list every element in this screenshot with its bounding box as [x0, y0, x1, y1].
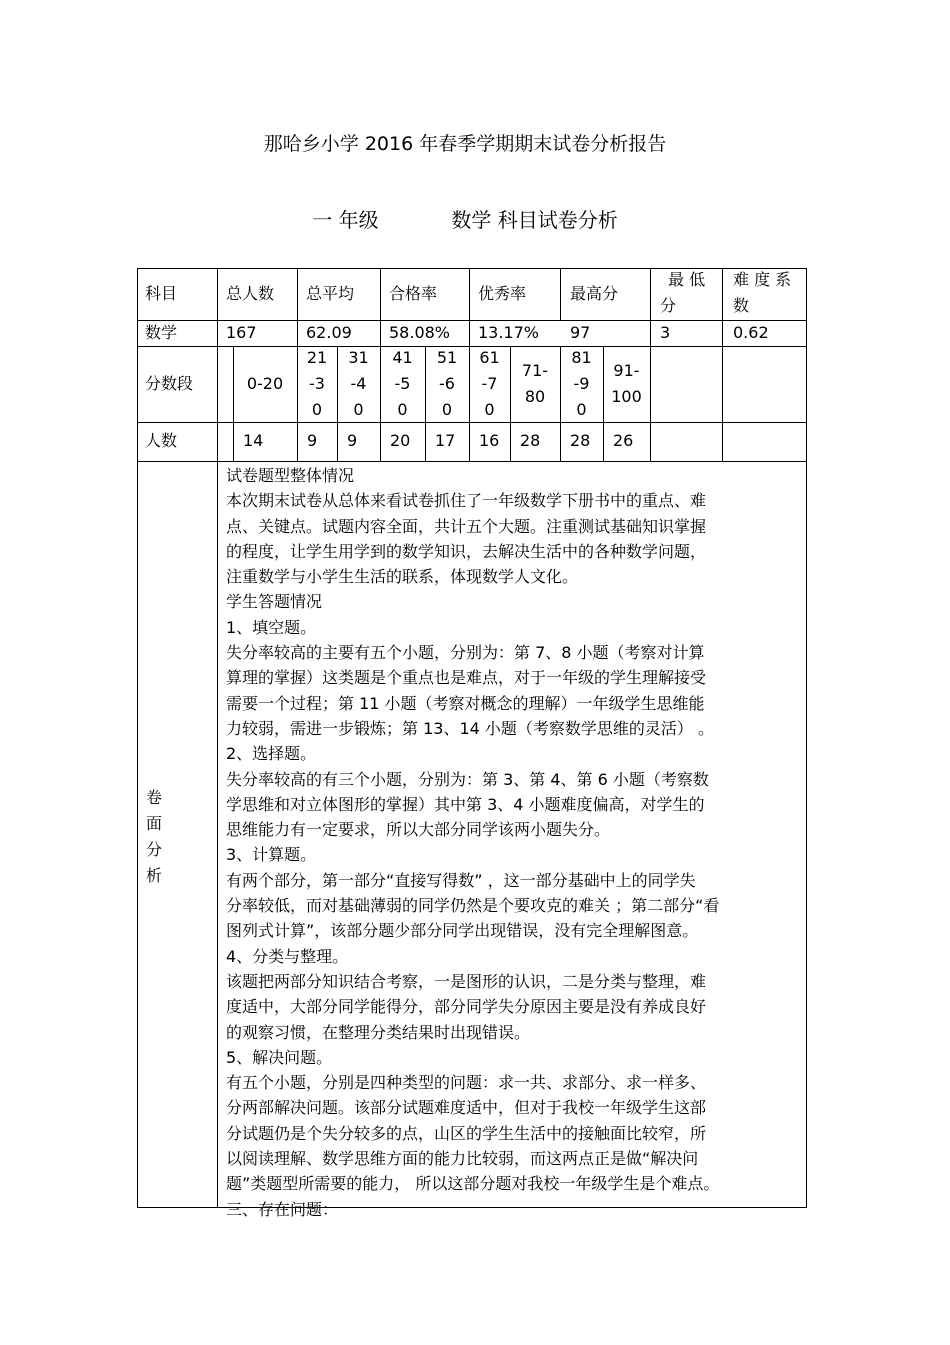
analysis-line: 本次期末试卷从总体来看试卷抓住了一年级数学下册书中的重点、难: [226, 491, 707, 511]
analysis-line: 三、存在问题：: [226, 1199, 339, 1219]
score-range-cell: 81 -9 0: [571, 348, 592, 419]
count-cell: 9: [347, 431, 358, 450]
count-label: 人数: [145, 431, 178, 450]
side-label-char: 面: [145, 814, 162, 833]
header-min-score-line2: 分: [660, 296, 677, 315]
analysis-line: 分率较低，而对基础薄弱的同学仍然是个要攻克的难关 ；第二部分“看: [226, 896, 720, 916]
side-label-char: 分: [145, 840, 162, 859]
analysis-line: 需要一个过程；第 11 小题（考察对概念的理解）一年级学生思维能: [226, 693, 705, 713]
report-subtitle: [0, 204, 930, 233]
difficulty-value: 0.62: [733, 323, 769, 342]
header-difficulty-line1: 难 度 系: [733, 270, 792, 289]
grade-label: 一 年级: [312, 208, 379, 232]
analysis-line: 学生答题情况: [226, 592, 323, 612]
score-range-cell: 31 -4 0: [348, 348, 369, 419]
analysis-line: 3、计算题。: [226, 845, 317, 865]
analysis-text: [226, 463, 801, 1222]
count-cell: 16: [479, 431, 500, 450]
analysis-line: 有两个部分，第一部分“直接写得数” ，这一部分基础中上的同学失: [226, 870, 696, 890]
analysis-line: 学思维和对立体图形的掌握）其中第 3、4 小题难度偏高，对学生的: [226, 794, 705, 814]
count-cell: 9: [307, 431, 318, 450]
count-cell: 28: [570, 431, 591, 450]
analysis-line: 失分率较高的主要有五个小题，分别为：第 7、8 小题（考察对计算: [226, 643, 705, 663]
subject-line: 数学 科目试卷分析: [451, 208, 618, 232]
header-avg: 总平均: [306, 284, 355, 303]
count-cell: 14: [243, 431, 264, 450]
analysis-line: 分两部解决问题。该部分试题难度适中，但对于我校一年级学生这部: [226, 1098, 707, 1118]
header-difficulty-line2: 数: [733, 296, 750, 315]
count-cell: 28: [520, 431, 541, 450]
count-cell: 17: [435, 431, 456, 450]
count-cell: 26: [613, 431, 634, 450]
count-cell: 20: [390, 431, 411, 450]
pass-rate-value: 58.08%: [389, 323, 451, 342]
analysis-side-label: [145, 785, 163, 889]
avg-value: 62.09: [306, 323, 352, 342]
side-label-char: 卷: [145, 788, 162, 807]
analysis-line: 算理的掌握）这类题是个重点也是难点，对于一年级的学生理解接受: [226, 668, 707, 688]
score-range-cell: 61 -7 0: [479, 348, 500, 419]
analysis-line: 有五个小题，分别是四种类型的问题：求一共、求部分、求一样多、: [226, 1073, 707, 1093]
analysis-line: 该题把两部分知识结合考察，一是图形的认识，二是分类与整理，难: [226, 971, 707, 991]
analysis-line: 图列式计算”，该部分题少部分同学出现错误，没有完全理解图意。: [226, 921, 699, 941]
analysis-line: 1、填空题。: [226, 617, 317, 637]
analysis-line: 注重数学与小学生生活的联系，体现数学人文化。: [226, 567, 579, 587]
analysis-line: 度适中，大部分同学能得分，部分同学失分原因主要是没有养成良好: [226, 997, 707, 1017]
side-label-char: 析: [145, 866, 162, 885]
analysis-line: 力较弱，需进一步锻炼；第 13、14 小题（考察数学思维的灵活） 。: [226, 718, 714, 738]
subject-value: 数学: [145, 323, 178, 342]
analysis-line: 以阅读理解、数学思维方面的能力比较弱，而这两点正是做“解决问: [226, 1149, 699, 1169]
header-min-score-line1: 最 低: [668, 270, 706, 289]
analysis-line: 思维能力有一定要求，所以大部分同学该两小题失分。: [226, 820, 611, 840]
header-total: 总人数: [226, 284, 275, 303]
max-score-value: 97: [570, 323, 591, 342]
score-range-cell: 91- 100: [611, 361, 642, 406]
score-range-cell: 71- 80: [521, 361, 549, 406]
score-range-label: 分数段: [145, 374, 194, 393]
analysis-line: 点、关键点。试题内容全面，共计五个大题。注重测试基础知识掌握: [226, 516, 707, 536]
score-range-cell: 41 -5 0: [392, 348, 413, 419]
header-pass-rate: 合格率: [389, 284, 438, 303]
analysis-line: 分试题仍是个失分较多的点，山区的学生生活中的接触面比较窄，所: [226, 1123, 707, 1143]
score-range-cell: 51 -6 0: [436, 348, 458, 419]
header-max-score: 最高分: [570, 284, 619, 303]
analysis-line: 5、解决问题。: [226, 1047, 333, 1067]
min-score-value: 3: [660, 323, 671, 342]
analysis-line: 失分率较高的有三个小题，分别为：第 3、第 4、第 6 小题（考察数: [226, 769, 709, 789]
header-excellent-rate: 优秀率: [478, 284, 527, 303]
total-value: 167: [226, 323, 257, 342]
analysis-line: 4、分类与整理。: [226, 946, 349, 966]
excellent-rate-value: 13.17%: [478, 323, 540, 342]
report-title: 那哈乡小学 2016 年春季学期期末试卷分析报告: [263, 133, 667, 155]
analysis-line: 2、选择题。: [226, 744, 317, 764]
score-range-cell: 21 -3 0: [306, 348, 328, 419]
analysis-line: 题”类题型所需要的能力， 所以这部分题对我校一年级学生是个难点。: [226, 1174, 720, 1194]
score-range-cell: 0-20: [246, 374, 284, 393]
analysis-line: 的程度，让学生用学到的数学知识，去解决生活中的各种数学问题，: [226, 541, 707, 561]
analysis-line: 试卷题型整体情况: [226, 466, 355, 485]
header-subject: 科目: [145, 284, 178, 303]
analysis-line: 的观察习惯，在整理分类结果时出现错误。: [226, 1022, 531, 1042]
